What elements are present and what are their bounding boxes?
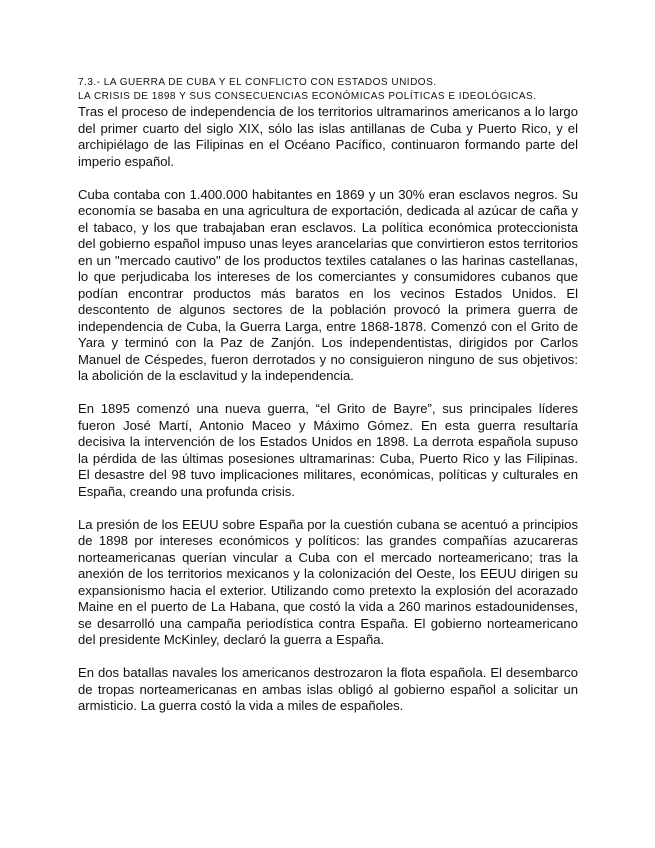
paragraph-gap xyxy=(78,385,578,402)
paragraph-3: En 1895 comenzó una nueva guerra, “el Grito de Bayre”, sus principales líderes fueron José Martí, Antonio Maceo y Máximo Gómez. En esta guerra resultaría decisiva la intervención de los Estados Unidos en 1898. La derrota española supuso la pérdida de las últimas posesiones ultramarinas: Cuba, Puerto Rico y las Filipinas. El desastre del 98 tuvo implicaciones militares, económicas, políticas y culturales en España, creando una profunda crisis. xyxy=(78,401,578,499)
section-heading-line-2: LA CRISIS DE 1898 Y SUS CONSECUENCIAS ECONÓMICAS POLÍTICAS E IDEOLÓGICAS. xyxy=(78,91,537,102)
section-heading-line-1: 7.3.- LA GUERRA DE CUBA Y EL CONFLICTO CON ESTADOS UNIDOS. xyxy=(78,77,437,88)
paragraph-gap xyxy=(78,500,578,517)
document-page xyxy=(78,76,578,715)
paragraph-2: Cuba contaba con 1.400.000 habitantes en 1869 y un 30% eran esclavos negros. Su economía se basaba en una agricultura de exportación, dedicada al azúcar de caña y el tabaco, y los que trabajaban eran esclavos. La política económica proteccionista del gobierno español impuso unas leyes arancelarias que convirtieron estos territorios en un "mercado cautivo" de los productos textiles catalanes o las harinas castellanas, lo que perjudicaba los intereses de los comerciantes y consumidores cubanos que podían encontrar productos más baratos en los vecinos Estados Unidos. El descontento de algunos sectores de la población provocó la primera guerra de independencia de Cuba, la Guerra Larga, entre 1868-1878. Comenzó con el Grito de Yara y terminó con la Paz de Zanjón. Los independentistas, dirigidos por Carlos Manuel de Céspedes, fueron derrotados y no consiguieron ninguno de sus objetivos: la abolición de la esclavitud y la independencia. xyxy=(78,186,578,383)
paragraph-gap xyxy=(78,170,578,187)
paragraph-gap xyxy=(78,649,578,666)
paragraph-5: En dos batallas navales los americanos destrozaron la flota española. El desembarco de tropas norteamericanas en ambas islas obligó al gobierno español a solicitar un armisticio. La guerra costó la vida a miles de españoles. xyxy=(78,665,578,713)
paragraph-4: La presión de los EEUU sobre España por la cuestión cubana se acentuó a principios de 1898 por intereses económicos y políticos: las grandes compañías azucareras norteamericanas querían vincular a Cuba con el mercado norteamericano; tras la anexión de los territorios mexicanos y la colonización del Oeste, los EEUU dirigen su expansionismo hacia el exterior. Utilizando como pretexto la explosión del acorazado Maine en el puerto de La Habana, que costó la vida a 260 marinos estadounidenses, se desarrolló una campaña periodística contra España. El gobierno norteamericano del presidente McKinley, declaró la guerra a España. xyxy=(78,516,578,647)
paragraph-1: Tras el proceso de independencia de los territorios ultramarinos americanos a lo largo del primer cuarto del siglo XIX, sólo las islas antillanas de Cuba y Puerto Rico, y el archipiélago de las Filipinas en el Océano Pacífico, continuaron formando parte del imperio español. xyxy=(78,104,578,169)
